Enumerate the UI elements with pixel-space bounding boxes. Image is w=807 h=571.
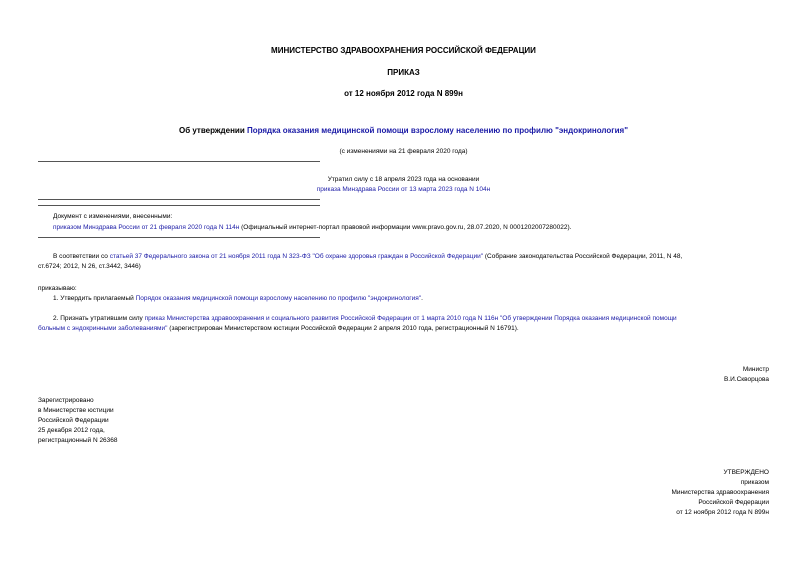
- title-prefix: Об утверждении: [178, 126, 247, 135]
- preamble-line-2: ст.6724; 2012, N 26, ст.3442, 3446): [38, 263, 141, 270]
- title-link[interactable]: Порядка оказания медицинской помощи взрослому населению по профилю "эндокринология": [246, 126, 628, 135]
- order-word: приказываю:: [38, 285, 77, 292]
- item-2-prefix: 2. Признать утратившим силу: [53, 315, 145, 322]
- status-line: Утратил силу с 18 апреля 2023 года на основании: [327, 176, 480, 183]
- item-1-link[interactable]: Порядок оказания медицинской помощи взрослому населению по профилю "эндокринология": [135, 295, 422, 302]
- registration-line: Российской Федерации: [38, 417, 109, 424]
- item-2-rest: (зарегистрирован Министерством юстиции Российской Федерации 2 апреля 2010 года, регистрационный N 16791).: [167, 325, 519, 332]
- amendments-label: Документ с изменениями, внесенными:: [53, 213, 173, 220]
- item-2-line-2: [38, 324, 519, 334]
- approved-line: Министерства здравоохранения: [671, 489, 769, 496]
- approved-line: Российской Федерации: [698, 499, 769, 506]
- date-number-heading: от 12 ноября 2012 года N 899н: [344, 89, 463, 98]
- divider: [38, 199, 320, 200]
- signature-name: В.И.Скворцова: [723, 376, 769, 383]
- item-2-link-cont[interactable]: больным с эндокринными заболеваниями": [38, 325, 168, 332]
- item-2-line-1: [53, 314, 677, 324]
- ministry-heading: МИНИСТЕРСТВО ЗДРАВООХРАНЕНИЯ РОССИЙСКОЙ ФЕДЕРАЦИИ: [271, 46, 536, 55]
- item-2-link[interactable]: приказ Министерства здравоохранения и социального развития Российской Федерации от 1 марта 2010 года N 116н "Об утверждении Порядка оказания медицинской помощи: [144, 315, 677, 322]
- registration-line: Зарегистрировано: [38, 397, 94, 404]
- amendments-rest: (Официальный интернет-портал правовой информации www.pravo.gov.ru, 28.07.2020, N 0001202007280022).: [239, 224, 572, 231]
- amendments-line: [53, 223, 571, 233]
- item-1: [53, 294, 423, 304]
- changes-note: (с изменениями на 21 февраля 2020 года): [339, 148, 468, 155]
- preamble-prefix: В соответствии со: [53, 253, 110, 260]
- preamble-line-1: [53, 252, 682, 262]
- item-1-prefix: 1. Утвердить прилагаемый: [53, 295, 136, 302]
- item-1-suffix: .: [421, 295, 423, 302]
- document-title: [0, 126, 807, 136]
- divider: [38, 237, 320, 238]
- approved-heading: УТВЕРЖДЕНО: [723, 469, 769, 476]
- registration-line: регистрационный N 26368: [38, 437, 118, 444]
- registration-line: 25 декабря 2012 года,: [38, 427, 105, 434]
- amendments-link[interactable]: приказом Минздрава России от 21 февраля 2020 года N 114н: [53, 224, 240, 231]
- divider: [38, 205, 320, 206]
- approved-line: от 12 ноября 2012 года N 899н: [676, 509, 769, 516]
- preamble-rest: (Собрание законодательства Российской Федерации, 2011, N 48,: [483, 253, 683, 260]
- status-link[interactable]: приказа Минздрава России от 13 марта 2023 года N 104н: [316, 186, 491, 193]
- doc-type-heading: ПРИКАЗ: [387, 68, 420, 77]
- signature-position: Министр: [742, 366, 769, 373]
- approved-line: приказом: [740, 479, 769, 486]
- divider: [38, 161, 320, 162]
- preamble-link[interactable]: статьей 37 Федерального закона от 21 ноября 2011 года N 323-ФЗ "Об охране здоровья граждан в Российской Федерации": [109, 253, 484, 260]
- registration-line: в Министерстве юстиции: [38, 407, 114, 414]
